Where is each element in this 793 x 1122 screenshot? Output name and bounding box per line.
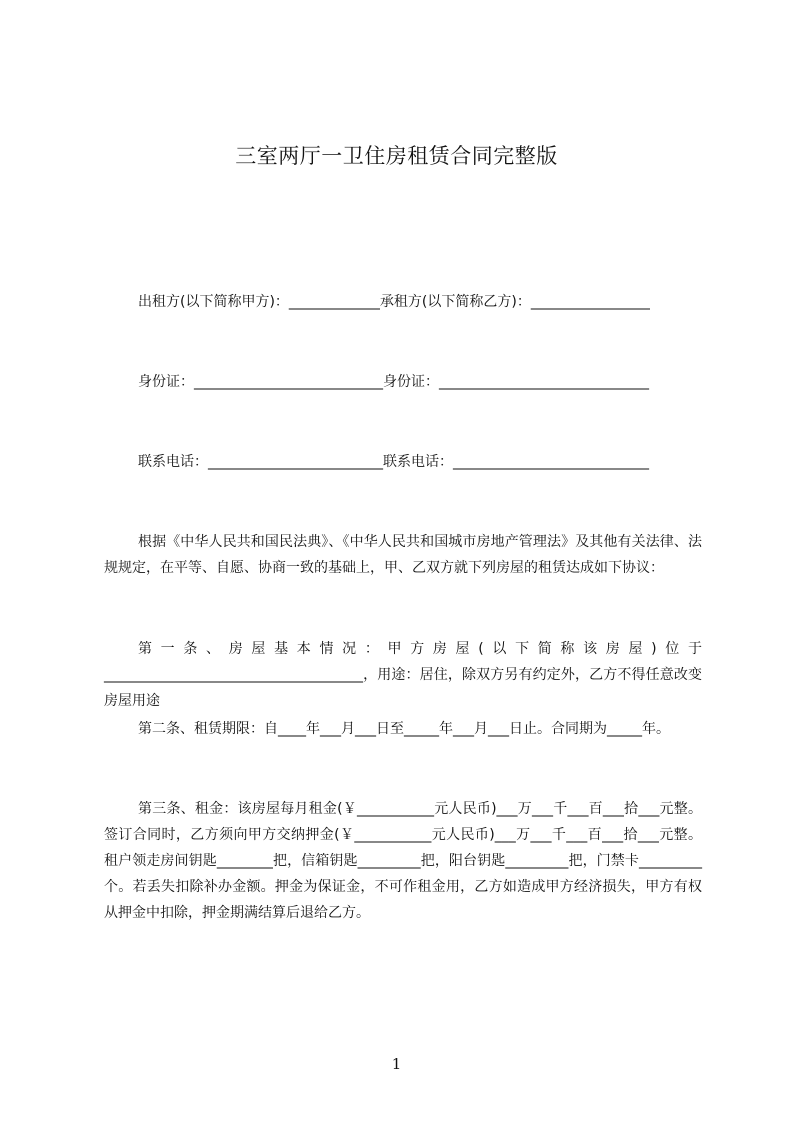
article-2-paragraph: 第二条、租赁期限：自____年___月___日至_____年___月___日止。合同期为_____年。 [138,721,670,737]
article-3-paragraph: 第三条、租金：该房屋每月租金(￥___________元人民币)___万___千___百___拾___元整。签订合同时，乙方须向甲方交纳押金(￥___________元人民币)___万___千___百___拾___元整。租户领走房间钥匙________把，信箱钥匙_________把，阳台钥匙_________把，门禁卡_________个。若丢失扣除补办金额。押金为保证金，不可作租金用，乙方如造成甲方经济损失，甲方有权从押金中扣除，押金期满结算后退给乙方。 [104,801,702,921]
phone-paragraph: 联系电话：_________________________联系电话：____________________________ [138,454,649,470]
legal-basis-paragraph: 根据《中华人民共和国民法典》、《中华人民共和国城市房地产管理法》及其他有关法律、法规规定，在平等、自愿、协商一致的基础上，甲、乙双方就下列房屋的租赁达成如下协议： [104,534,702,576]
article-1-paragraph: 第一条、房屋基本情况：甲方房屋(以下简称该房屋)位于_____________________________________，用途：居住，除双方另有约定外，乙方不得任意改变房屋用途 [104,641,702,709]
id-card-paragraph: 身份证：___________________________身份证：______________________________ [138,374,649,390]
party-names-paragraph: 出租方(以下简称甲方)：_____________承租方(以下简称乙方)：_________________ [138,294,650,310]
page-number: 1 [391,1055,402,1073]
document-title: 三室两厅一卫住房租赁合同完整版 [235,144,558,168]
